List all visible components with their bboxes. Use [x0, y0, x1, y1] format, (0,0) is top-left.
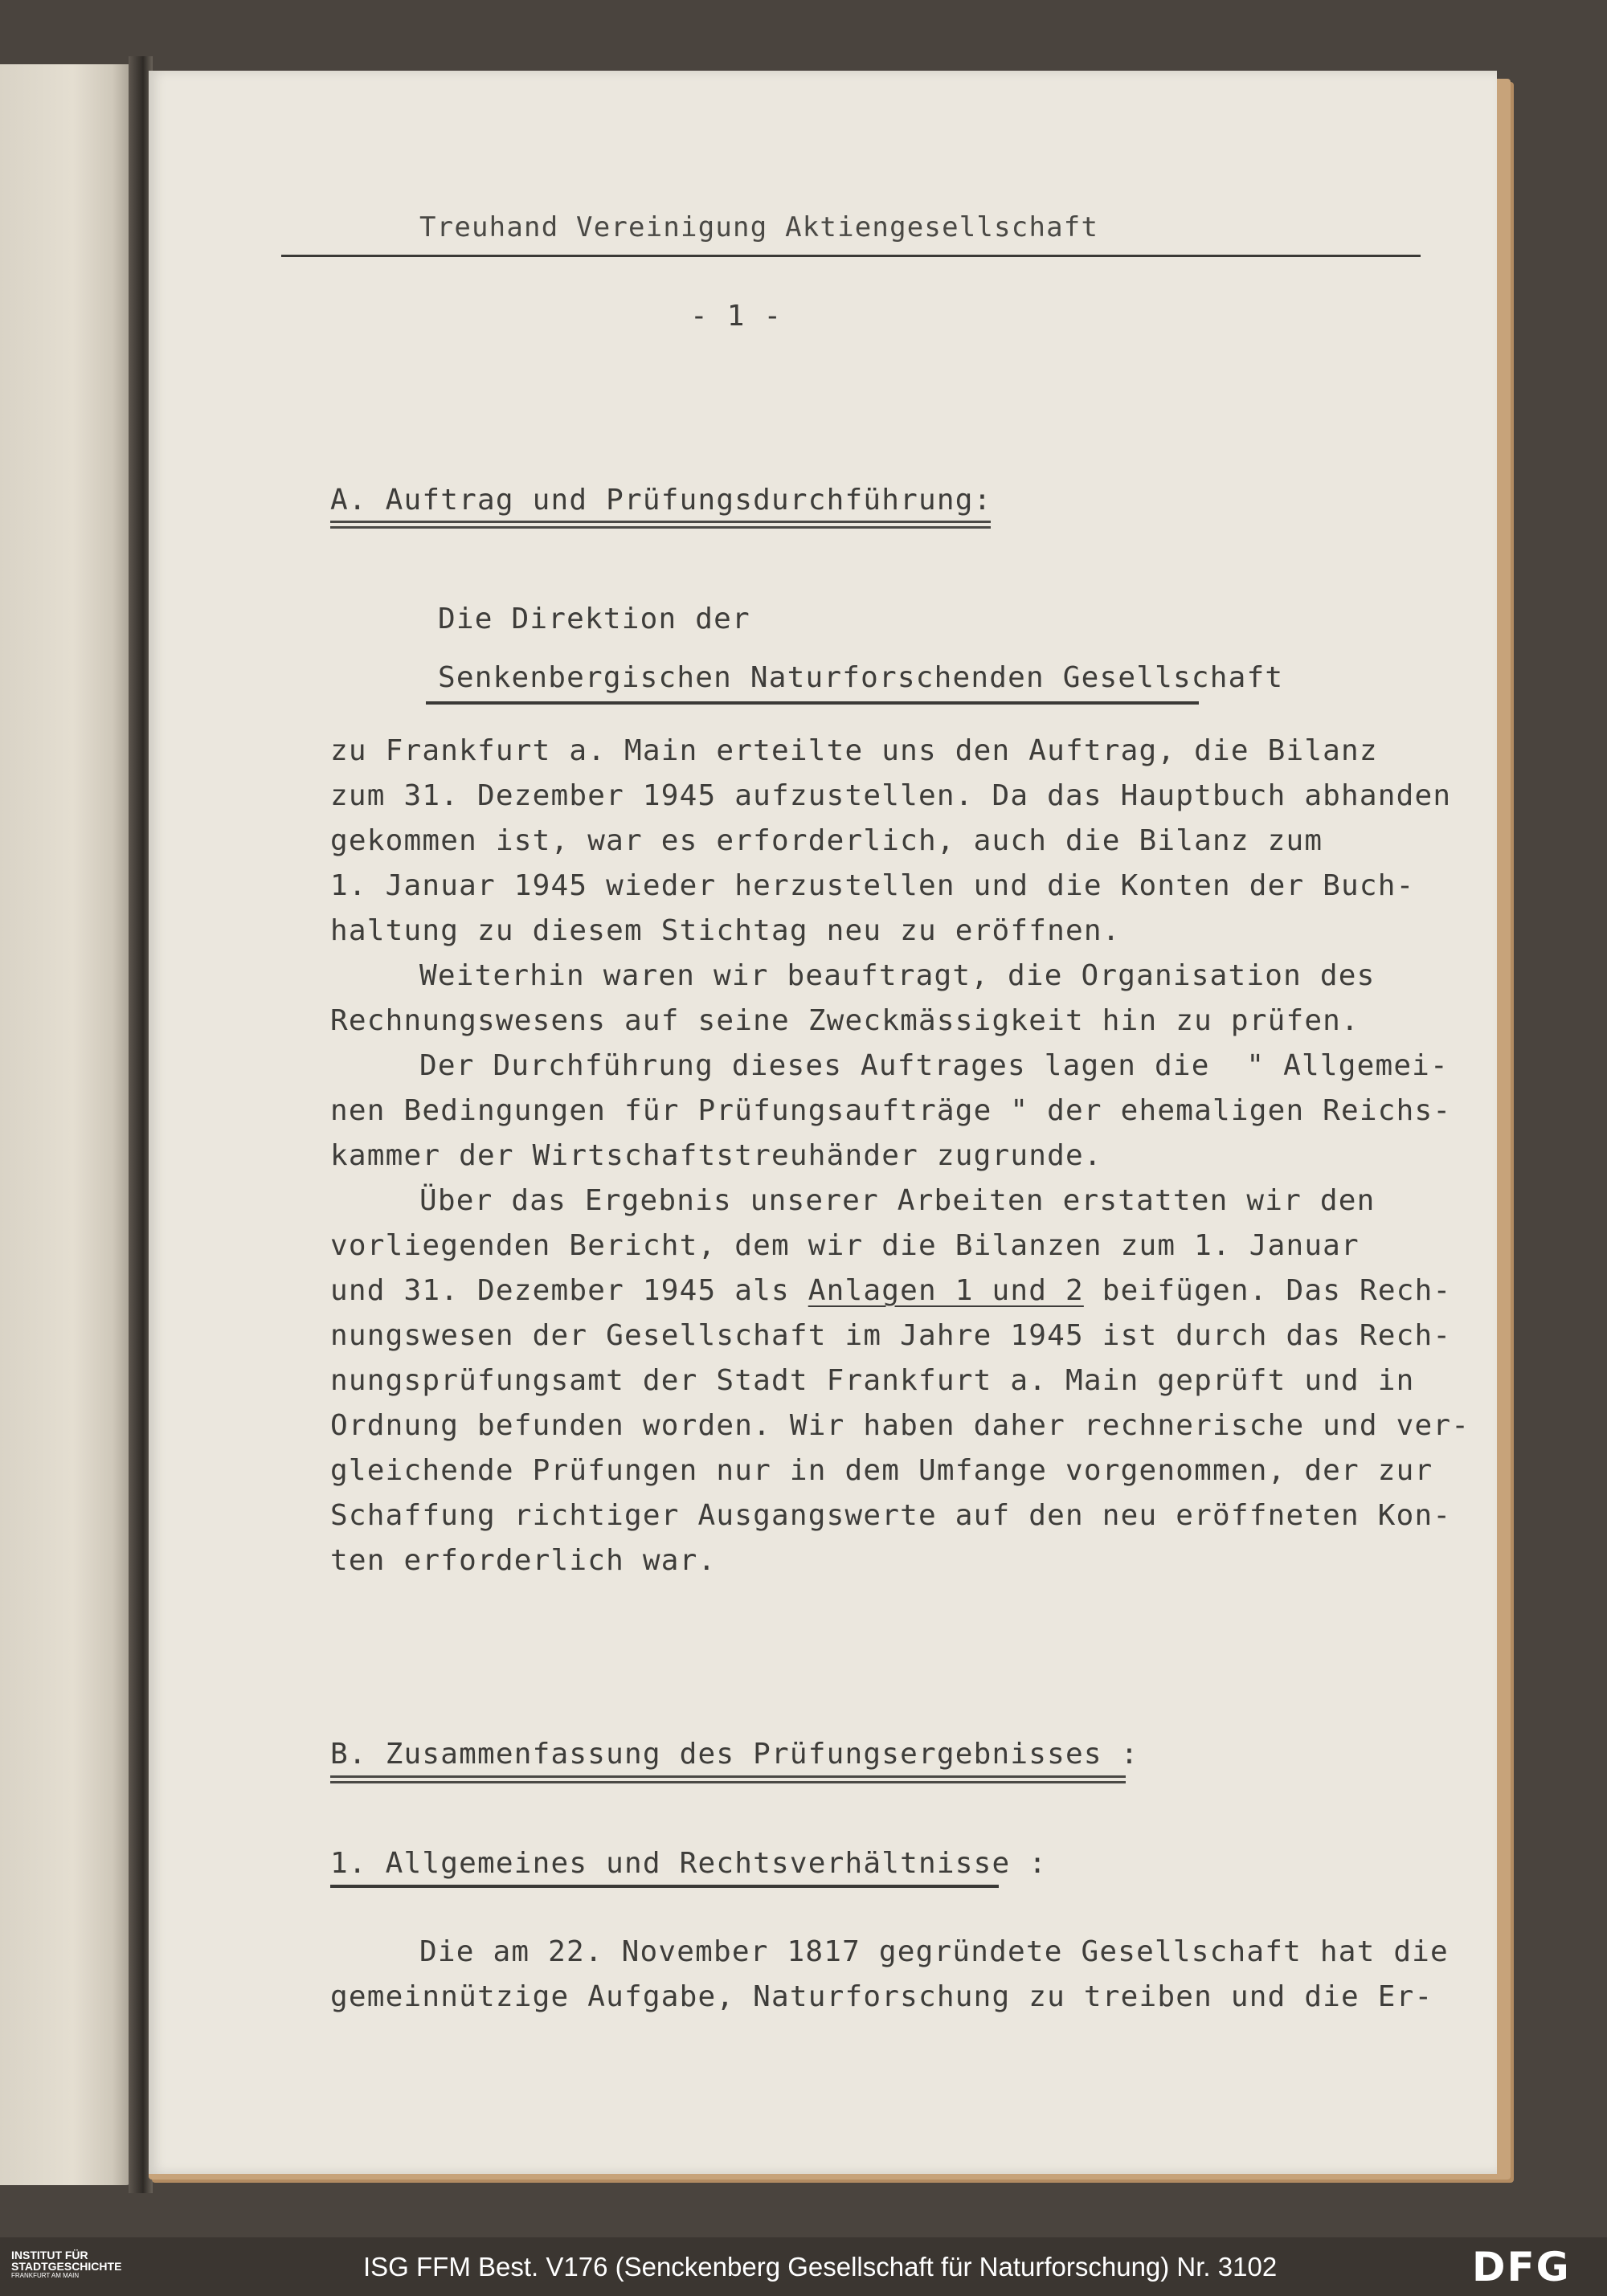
text-line: ten erforderlich war. — [330, 1544, 717, 1577]
address-line-1: Die Direktion der — [438, 603, 750, 635]
text-line: Schaffung richtiger Ausgangswerte auf den neu eröffneten Kon- — [330, 1499, 1452, 1532]
dfg-logo: DFG — [1472, 2244, 1571, 2290]
section-a-heading: A. Auftrag und Prüfungsdurchführung: — [330, 484, 992, 517]
institute-logo — [11, 2249, 140, 2280]
text-line: Weiterhin waren wir beauftragt, die Organisation des — [419, 959, 1376, 992]
text-span: beifügen. Das Rech- — [1083, 1274, 1452, 1307]
previous-page-edge — [0, 64, 133, 2185]
letterhead-rule — [281, 255, 1421, 257]
institute-name-line: INSTITUT FÜR — [11, 2249, 88, 2261]
text-line: Ordnung befunden worden. Wir haben daher rechnerische und ver- — [330, 1409, 1470, 1442]
section-b-heading: B. Zusammenfassung des Prüfungsergebnisses : — [330, 1738, 1139, 1771]
archive-caption: ISG FFM Best. V176 (Senckenberg Gesellschaft für Naturforschung) Nr. 3102 — [363, 2252, 1278, 2282]
text-line: nungsprüfungsamt der Stadt Frankfurt a. Main geprüft und in — [330, 1364, 1415, 1397]
text-line: zum 31. Dezember 1945 aufzustellen. Da das Hauptbuch abhanden — [330, 779, 1452, 812]
text-line: gleichende Prüfungen nur in dem Umfange vorgenommen, der zur — [330, 1454, 1433, 1487]
text-line: vorliegenden Bericht, dem wir die Bilanzen zum 1. Januar — [330, 1229, 1360, 1262]
text-line: Rechnungswesens auf seine Zweckmässigkeit hin zu prüfen. — [330, 1004, 1360, 1037]
text-line: nen Bedingungen für Prüfungsaufträge " der ehemaligen Reichs- — [330, 1094, 1452, 1127]
text-line: zu Frankfurt a. Main erteilte uns den Auftrag, die Bilanz — [330, 734, 1378, 767]
section-a-heading-rule — [330, 521, 991, 529]
text-span: und 31. Dezember 1945 als — [330, 1274, 808, 1307]
text-line — [330, 1274, 1452, 1307]
text-line: kammer der Wirtschaftstreuhänder zugrunde. — [330, 1139, 1102, 1172]
text-line: gemeinnützige Aufgabe, Naturforschung zu treiben und die Er- — [330, 1980, 1433, 2013]
institute-name-line: STADTGESCHICHTE — [11, 2260, 122, 2273]
document-page — [149, 71, 1497, 2174]
text-line: Über das Ergebnis unserer Arbeiten erstatten wir den — [419, 1184, 1376, 1217]
address-line-2: Senkenbergischen Naturforschenden Gesellschaft — [438, 661, 1284, 694]
text-line: gekommen ist, war es erforderlich, auch die Bilanz zum — [330, 824, 1323, 857]
page-number: - 1 - — [690, 300, 783, 333]
letterhead: Treuhand Vereinigung Aktiengesellschaft — [419, 211, 1099, 243]
text-line: Die am 22. November 1817 gegründete Gesellschaft hat die — [419, 1935, 1449, 1968]
archive-footer-bar — [0, 2237, 1607, 2296]
text-line: nungswesen der Gesellschaft im Jahre 1945 ist durch das Rech- — [330, 1319, 1452, 1352]
text-line: haltung zu diesem Stichtag neu zu eröffnen. — [330, 914, 1121, 947]
text-line: Der Durchführung dieses Auftrages lagen die " Allgemei- — [419, 1049, 1449, 1082]
institute-city: FRANKFURT AM MAIN — [11, 2272, 80, 2279]
text-line: 1. Januar 1945 wieder herzustellen und die Konten der Buch- — [330, 869, 1415, 902]
address-underline — [426, 701, 1199, 705]
section-b-subheading-rule — [330, 1885, 999, 1888]
annex-reference: Anlagen 1 und 2 — [808, 1274, 1084, 1307]
section-b-heading-rule — [330, 1775, 1126, 1783]
section-b-subheading: 1. Allgemeines und Rechtsverhältnisse : — [330, 1847, 1048, 1880]
